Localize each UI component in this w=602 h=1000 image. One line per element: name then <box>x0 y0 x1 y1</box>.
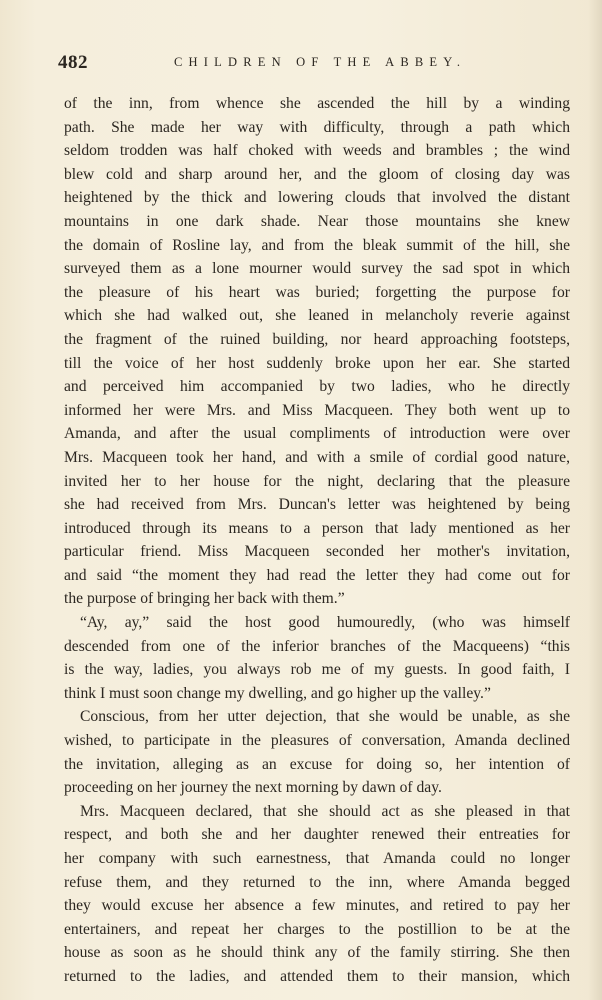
text-line: the invitation, alleging as an excuse for doing so, her intention of <box>64 755 570 773</box>
text-line: is the way, ladies, you always rob me of my guests. In good faith, I <box>64 661 570 679</box>
text-line: descended from one of the inferior branches of the Macqueens) “this <box>64 637 570 655</box>
text-line: Conscious, from her utter dejection, that she would be unable, as she <box>80 708 570 726</box>
text-line: the fragment of the ruined building, nor heard approaching footsteps, <box>64 330 570 348</box>
text-line: wished, to participate in the pleasures of conversation, Amanda declined <box>64 732 570 750</box>
text-line: which she had walked out, she leaned in melancholy reverie against <box>64 307 570 325</box>
text-line: think I must soon change my dwelling, and go higher up the valley.” <box>64 684 491 702</box>
text-line: she had received from Mrs. Duncan's letter was heightened by being <box>64 496 570 514</box>
text-line: entertainers, and repeat her charges to the postillion to be at the <box>64 920 570 938</box>
text-line: they would excuse her absence a few minutes, and retired to pay her <box>64 897 570 915</box>
text-line: refuse them, and they returned to the inn, where Amanda begged <box>64 873 570 891</box>
text-line: Mrs. Macqueen declared, that she should act as she pleased in that <box>80 802 570 820</box>
text-line: heightened by the thick and lowering clouds that involved the distant <box>64 189 570 207</box>
text-line: particular friend. Miss Macqueen seconded her mother's invitation, <box>64 543 570 561</box>
text-line: respect, and both she and her daughter renewed their entreaties for <box>64 826 570 844</box>
text-line: mountains in one dark shade. Near those mountains she knew <box>64 212 570 230</box>
page-header <box>58 52 558 76</box>
text-line: returned to the ladies, and attended them to their mansion, which <box>64 967 570 985</box>
text-line: proceeding on her journey the next morning by dawn of day. <box>64 779 442 797</box>
text-line: and perceived him accompanied by two ladies, who he directly <box>64 378 570 396</box>
text-line: surveyed them as a lone mourner would survey the sad spot in which <box>64 260 570 278</box>
text-line: the pleasure of his heart was buried; forgetting the purpose for <box>64 283 570 301</box>
text-line: Amanda, and after the usual compliments of introduction were over <box>64 425 570 443</box>
text-line: “Ay, ay,” said the host good humouredly, (who was himself <box>80 614 570 632</box>
body-text <box>64 92 570 989</box>
text-line: introduced through its means to a person that lady mentioned as her <box>64 519 570 537</box>
text-line: and said “the moment they had read the letter they had come out for <box>64 566 570 584</box>
text-line: blew cold and sharp around her, and the gloom of closing day was <box>64 165 570 183</box>
text-line: Mrs. Macqueen took her hand, and with a smile of cordial good nature, <box>64 448 570 466</box>
text-line: till the voice of her host suddenly broke upon her ear. She started <box>64 354 570 372</box>
text-line: of the inn, from whence she ascended the hill by a winding <box>64 95 570 112</box>
text-line: informed her were Mrs. and Miss Macqueen. They both went up to <box>64 401 570 419</box>
text-line: path. She made her way with difficulty, through a path which <box>64 118 570 136</box>
text-line: her company with such earnestness, that Amanda could no longer <box>64 850 570 867</box>
page-edge-shadow <box>588 0 602 1000</box>
text-line: house as soon as he should think any of the family stirring. She then <box>64 944 570 962</box>
running-title: CHILDREN OF THE ABBEY. <box>174 55 467 69</box>
text-line: the domain of Rosline lay, and from the bleak summit of the hill, she <box>64 236 570 254</box>
text-line: seldom trodden was half choked with weeds and brambles ; the wind <box>64 142 570 160</box>
text-line: the purpose of bringing her back with them.” <box>64 590 345 608</box>
page-number: 482 <box>58 52 88 73</box>
text-line: invited her to her house for the night, declaring that the pleasure <box>64 472 570 490</box>
